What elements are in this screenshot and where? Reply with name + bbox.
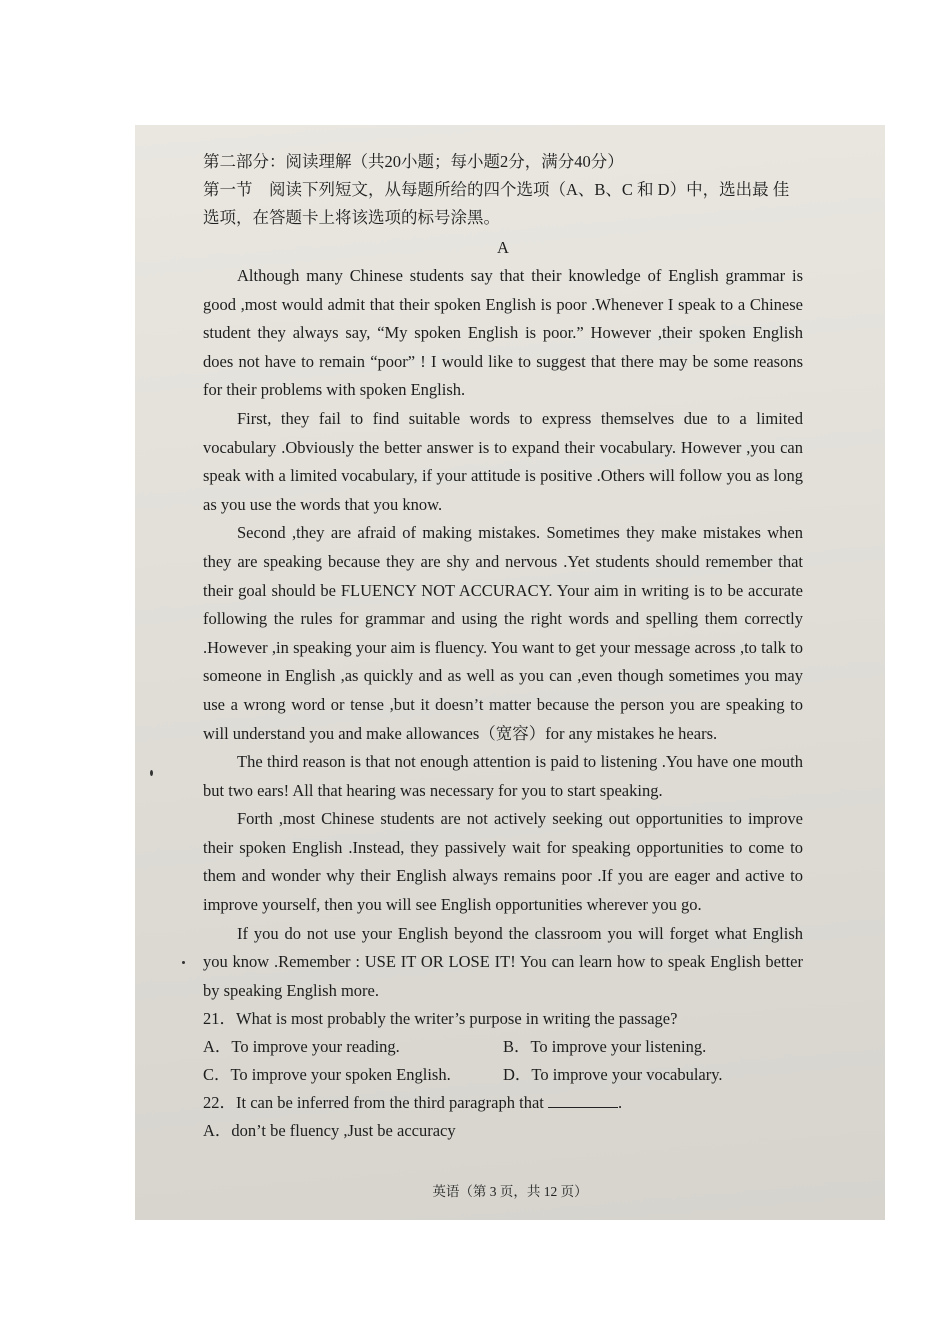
section-instruction: 第一节 阅读下列短文，从每题所给的四个选项（A、B、C 和 D）中，选出最 佳选项，在答题卡上将该选项的标号涂黑。: [203, 180, 790, 227]
question-21-options-row-2: [203, 1061, 803, 1089]
page-footer: 英语（第 3 页，共 12 页）: [432, 1184, 588, 1199]
ink-speck: [150, 770, 153, 776]
answer-blank: [548, 1093, 618, 1108]
question-22: 22．It can be inferred from the third paragraph that .: [203, 1093, 623, 1113]
question-21-stem: 21．What is most probably the writer’s purpose in writing the passage?: [203, 1009, 678, 1029]
option-21-d: D．To improve your vocabulary.: [503, 1065, 723, 1085]
page-content: [203, 147, 803, 1145]
option-21-b: B．To improve your listening.: [503, 1037, 707, 1057]
passage-paragraph: Although many Chinese students say that their knowledge of English grammar is good ,most would admit that their spoken English is poor .Whenever I speak to a Chinese student they always say, “My spoken English is poor.” However ,their spoken English does not have to remain “poor” ! I would like to suggest that there may be some reasons for their problems with spoken English.: [203, 266, 803, 400]
exam-page: [135, 125, 885, 1220]
option-21-a: A．To improve your reading.: [203, 1037, 400, 1057]
question-21-options-row-1: [203, 1033, 803, 1061]
passage-paragraph: Forth ,most Chinese students are not actively seeking out opportunities to improve their spoken English .Instead, they passively wait for speaking opportunities to come to them and wonder why their English always remains poor .If you are eager and active to improve yourself, then you will see English opportunities wherever you go.: [203, 809, 803, 915]
question-22-stem: 22．It can be inferred from the third paragraph that: [203, 1093, 544, 1113]
option-21-c: C．To improve your spoken English.: [203, 1065, 451, 1085]
option-22-a: A．don’t be fluency ,Just be accuracy: [203, 1121, 456, 1141]
passage-paragraph: The third reason is that not enough attention is paid to listening .You have one mouth but two ears! All that hearing was necessary for you to start speaking.: [203, 752, 803, 800]
passage-paragraph: If you do not use your English beyond the classroom you will forget what English you know .Remember : USE IT OR LOSE IT! You can learn how to speak English better by speaking English more.: [203, 923, 803, 1000]
section-title: 第二部分：阅读理解（共20小题；每小题2分，满分40分）: [203, 152, 624, 171]
ink-speck: [182, 961, 185, 964]
passage-label: A: [497, 238, 509, 257]
passage-paragraph: Second ,they are afraid of making mistakes. Sometimes they make mistakes when they are speaking because they are shy and nervous .Yet students should remember that their goal should be FLUENCY NOT ACCURACY. Your aim in writing is to be accurate following the rules for grammar and using the right words and spelling them correctly .However ,in speaking your aim is fluency. You want to get your message across ,to talk to someone in English ,as quickly and as well as you can ,even though sometimes you may use a wrong word or tense ,but it doesn’t matter because the person you are speaking to will understand you and make allowances（宽容）for any mistakes he hears.: [203, 523, 803, 743]
passage-paragraph: First, they fail to find suitable words to express themselves due to a limited vocabulary .Obviously the better answer is to expand their vocabulary. However ,you can speak with a limited vocabulary, if your attitude is positive .Others will follow you as long as you use the words that you know.: [203, 408, 803, 514]
